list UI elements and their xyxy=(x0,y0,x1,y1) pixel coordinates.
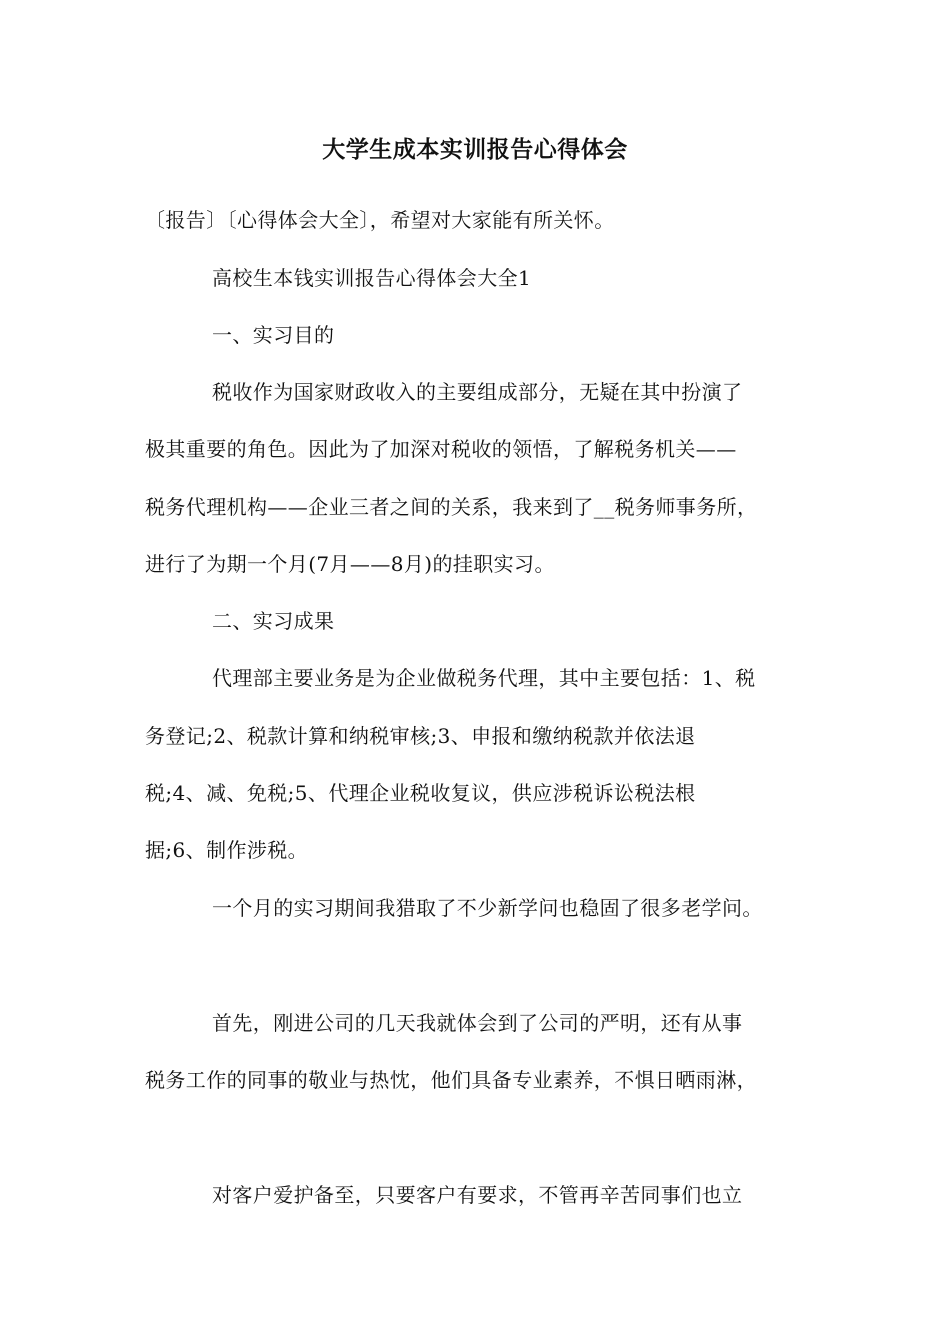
paragraph-line: 对客户爱护备至，只要客户有要求，不管再辛苦同事们也立 xyxy=(212,1183,743,1207)
paragraph-line: 税收作为国家财政收入的主要组成部分，无疑在其中扮演了 xyxy=(212,380,743,404)
paragraph-line: 据;6、制作涉税。 xyxy=(145,838,309,862)
paragraph-line: 进行了为期一个月(7月——8月)的挂职实习。 xyxy=(145,552,555,576)
paragraph-line: 税务代理机构——企业三者之间的关系，我来到了__税务师事务所， xyxy=(145,495,758,519)
section-heading: 高校生本钱实训报告心得体会大全1 xyxy=(212,266,532,290)
paragraph-line: 务登记;2、税款计算和纳税审核;3、申报和缴纳税款并依法退 xyxy=(145,724,696,748)
paragraph-line: 一个月的实习期间我猎取了不少新学问也稳固了很多老学问。 xyxy=(212,896,763,920)
paragraph-line: 税;4、减、免税;5、代理企业税收复议，供应涉税诉讼税法根 xyxy=(145,781,696,805)
paragraph-line: 税务工作的同事的敬业与热忱，他们具备专业素养，不惧日晒雨淋， xyxy=(145,1068,757,1092)
paragraph-line: 首先，刚进公司的几天我就体会到了公司的严明，还有从事 xyxy=(212,1011,743,1035)
document-title: 大学生成本实训报告心得体会 xyxy=(322,137,628,163)
section-heading-purpose: 一、实习目的 xyxy=(212,323,335,347)
intro-line: 〔报告〕〔心得体会大全〕，希望对大家能有所关怀。 xyxy=(145,208,615,232)
paragraph-line: 极其重要的角色。因此为了加深对税收的领悟，了解税务机关—— xyxy=(145,437,737,461)
paragraph-line: 代理部主要业务是为企业做税务代理，其中主要包括：1、税 xyxy=(212,666,756,690)
section-heading-results: 二、实习成果 xyxy=(212,609,335,633)
